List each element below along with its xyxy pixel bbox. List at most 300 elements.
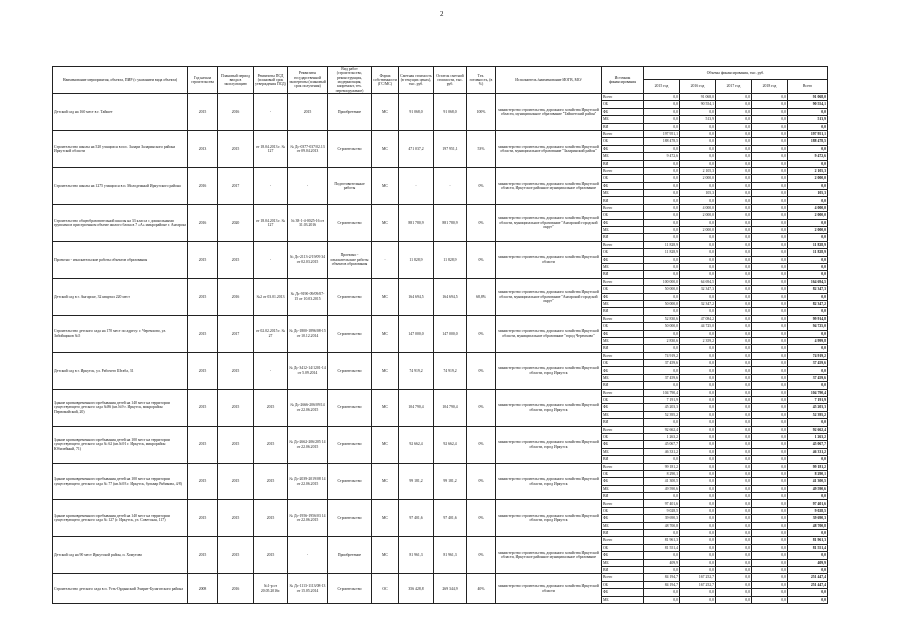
funding-value: 0,0 (752, 249, 788, 256)
expertise-details: № 38-1-4-0025-16 от 31.03.2016 (288, 204, 328, 241)
funding-source: МБ (602, 448, 644, 455)
funding-value: 409,9 (644, 559, 680, 566)
funding-total: 9 472,6 (788, 153, 828, 160)
remaining-cost: 81 961,3 (434, 537, 467, 574)
funding-total: 11 828,9 (788, 249, 828, 256)
psd-details: - (254, 352, 288, 389)
funding-value: 0,0 (680, 552, 716, 559)
funding-total: 0,0 (788, 160, 828, 167)
funding-value: 0,0 (752, 153, 788, 160)
funding-value: 0,0 (716, 448, 752, 455)
funding-value: 0,0 (680, 559, 716, 566)
funding-source: ФБ (602, 182, 644, 189)
funding-value: 2 359,2 (680, 337, 716, 344)
funding-value: 37 459,6 (644, 374, 680, 381)
funding-value: 0,0 (680, 493, 716, 500)
funding-value: 0,0 (680, 397, 716, 404)
funding-value: 167 252,7 (680, 581, 716, 588)
psd-details: 2015 (254, 426, 288, 463)
funding-value: 0,0 (752, 522, 788, 529)
funding-value: 0,0 (752, 389, 788, 396)
funding-value: 0,0 (644, 330, 680, 337)
expertise-details: 2015 (288, 94, 328, 131)
readiness: 0% (467, 241, 496, 278)
funding-value: 0,0 (752, 404, 788, 411)
funding-value: 0,0 (752, 116, 788, 123)
funding-value: 0,0 (644, 367, 680, 374)
executor: министерство строительства, дорожного хозяйства Иркутской области, муниципальное образование "Ангарский городской округ" (496, 278, 602, 315)
funding-source: ВИ (602, 197, 644, 204)
funding-total: 8 290,1 (788, 470, 828, 477)
funding-value: 0,0 (680, 249, 716, 256)
header-2017: 2017 год (716, 79, 752, 93)
funding-value: 0,0 (716, 426, 752, 433)
funding-value: 39 690,3 (644, 515, 680, 522)
readiness: 0% (467, 204, 496, 241)
funding-source: ВИ (602, 530, 644, 537)
work-type: Строительство (328, 426, 372, 463)
ownership: МС (372, 426, 399, 463)
funding-source: ФБ (602, 552, 644, 559)
start-year: 2015 (188, 94, 218, 131)
funding-source: ОБ (602, 101, 644, 108)
funding-total: 2 000,0 (788, 175, 828, 182)
table-row (53, 574, 828, 581)
funding-value: 0,0 (644, 160, 680, 167)
funding-value: 0,0 (644, 123, 680, 130)
funding-value: 0,0 (752, 360, 788, 367)
executor: министерство строительства, дорожного хозяйства Иркутской области, город Иркутск (496, 500, 602, 537)
funding-total: 0,0 (788, 493, 828, 500)
remaining-cost: 147 000,0 (434, 315, 467, 352)
funding-total: 82 347,2 (788, 300, 828, 307)
estimate-cost: 471 037,2 (399, 130, 434, 167)
funding-value: 0,0 (716, 589, 752, 596)
funding-source: Всего (602, 167, 644, 174)
funding-source: МБ (602, 374, 644, 381)
funding-value: 0,0 (716, 108, 752, 115)
funding-value: 0,0 (716, 323, 752, 330)
funding-total: 2 105,3 (788, 167, 828, 174)
funding-total: 0,0 (788, 234, 828, 241)
funding-value: 0,0 (716, 404, 752, 411)
readiness: 0% (467, 537, 496, 574)
funding-value: 0,0 (752, 263, 788, 270)
funding-value: 0,0 (752, 433, 788, 440)
funding-value: 1 263,2 (644, 433, 680, 440)
funding-value: 9 028,5 (644, 507, 680, 514)
header-expertise: Реквизиты государственной экспертизы (плановый срок получения) (288, 67, 328, 94)
table-row (53, 315, 828, 322)
funding-source: ОБ (602, 212, 644, 219)
funding-value: 0,0 (716, 190, 752, 197)
funding-value: 90 554,1 (680, 101, 716, 108)
funding-value: 0,0 (716, 581, 752, 588)
readiness: 53% (467, 130, 496, 167)
funding-total: 48 700,8 (788, 522, 828, 529)
period: 2016 (218, 574, 254, 604)
funding-value: 0,0 (680, 596, 716, 603)
start-year: 2015 (188, 278, 218, 315)
funding-value: 0,0 (752, 515, 788, 522)
funding-total: 0,0 (788, 256, 828, 263)
funding-value: 0,0 (752, 574, 788, 581)
funding-value: 0,0 (680, 485, 716, 492)
table-row (53, 352, 828, 359)
readiness: 40% (467, 574, 496, 604)
funding-value: 0,0 (752, 108, 788, 115)
funding-value: 0,0 (716, 537, 752, 544)
table-row (53, 94, 828, 101)
funding-value: 41 300,5 (644, 478, 680, 485)
funding-total: 1 263,2 (788, 433, 828, 440)
funding-value: 0,0 (716, 234, 752, 241)
funding-source: ОБ (602, 507, 644, 514)
funding-value: 0,0 (680, 382, 716, 389)
funding-value: 0,0 (752, 130, 788, 137)
funding-value: 2 000,0 (680, 175, 716, 182)
remaining-cost: 269 344,9 (434, 574, 467, 604)
estimate-cost: 104 790,4 (399, 389, 434, 426)
funding-value: 84 194,7 (644, 581, 680, 588)
funding-value: 0,0 (680, 478, 716, 485)
funding-value: 4 000,0 (680, 204, 716, 211)
funding-total: 0,0 (788, 419, 828, 426)
funding-source: ОБ (602, 544, 644, 551)
executor: министерство строительства, дорожного хозяйства Иркутской области (496, 574, 602, 604)
psd-details: 2015 (254, 537, 288, 574)
funding-source: ВИ (602, 271, 644, 278)
ownership: МС (372, 500, 399, 537)
ownership: МС (372, 204, 399, 241)
funding-source: ОБ (602, 470, 644, 477)
funding-source: ВИ (602, 160, 644, 167)
funding-value: 0,0 (752, 530, 788, 537)
funding-total: 74 919,2 (788, 352, 828, 359)
funding-value: 0,0 (716, 485, 752, 492)
funding-source: ФБ (602, 478, 644, 485)
funding-value: 0,0 (752, 286, 788, 293)
remaining-cost: 92 662,4 (434, 426, 467, 463)
funding-value: 0,0 (716, 315, 752, 322)
funding-value: 0,0 (716, 123, 752, 130)
funding-total: 91 068,0 (788, 94, 828, 101)
funding-value: 0,0 (716, 227, 752, 234)
ownership: МС (372, 94, 399, 131)
period: 2015 (218, 130, 254, 167)
table-row (53, 241, 828, 248)
object-name: Детский сад на 90 мест Иркутской район, п. Хомутово (53, 537, 188, 574)
funding-total: 0,0 (788, 456, 828, 463)
funding-value: 0,0 (680, 271, 716, 278)
expertise-details: № Дс-1113-1113/08-13 от 15.05.2014 (288, 574, 328, 604)
funding-source: ВИ (602, 382, 644, 389)
funding-value: 0,0 (680, 404, 716, 411)
readiness: 68,8% (467, 278, 496, 315)
estimate-cost: 11 828,9 (399, 241, 434, 278)
funding-total: 37 459,6 (788, 374, 828, 381)
funding-total: 0,0 (788, 589, 828, 596)
funding-value: 0,0 (680, 293, 716, 300)
funding-total: 0,0 (788, 330, 828, 337)
start-year: 2015 (188, 426, 218, 463)
funding-value: 0,0 (716, 515, 752, 522)
funding-value: 47 084,2 (680, 315, 716, 322)
funding-total: 4 000,0 (788, 204, 828, 211)
funding-value: 0,0 (680, 530, 716, 537)
object-name: Строительство школы на 1275 учащихся в п. Молодежный Иркутского района (53, 167, 188, 204)
funding-total: 0,0 (788, 182, 828, 189)
readiness: 100% (467, 94, 496, 131)
funding-total: 4 999,8 (788, 337, 828, 344)
funding-source: МБ (602, 485, 644, 492)
start-year: 2015 (188, 463, 218, 500)
funding-value: 0,0 (680, 234, 716, 241)
work-type: Приобретение (328, 94, 372, 131)
funding-value: 0,0 (752, 212, 788, 219)
funding-value: 0,0 (644, 530, 680, 537)
funding-value: 0,0 (716, 130, 752, 137)
funding-value: 0,0 (716, 271, 752, 278)
psd-details: от 18.04.2013 г. № 127 (254, 130, 288, 167)
header-start-year: Год начала строительства (188, 67, 218, 94)
funding-value: 0,0 (716, 286, 752, 293)
funding-total: 0,0 (788, 197, 828, 204)
executor: министерство строительства, дорожного хозяйства Иркутской области, город Иркутск (496, 389, 602, 426)
funding-value: 0,0 (752, 145, 788, 152)
funding-value: 0,0 (752, 308, 788, 315)
funding-total: 52 395,2 (788, 411, 828, 418)
funding-value: 0,0 (752, 345, 788, 352)
expertise-details: № Дс-1956-1956/03 14 от 22.06.2015 (288, 500, 328, 537)
funding-value: 0,0 (680, 241, 716, 248)
remaining-cost: 74 919,2 (434, 352, 467, 389)
work-type: Строительство (328, 500, 372, 537)
funding-total: 0,0 (788, 382, 828, 389)
funding-value: 0,0 (716, 493, 752, 500)
funding-value: 0,0 (752, 293, 788, 300)
funding-value: 0,0 (752, 441, 788, 448)
funding-value: 0,0 (716, 212, 752, 219)
funding-source: ОБ (602, 360, 644, 367)
object-name: Проектно - изыскательские работы объектов образования (53, 241, 188, 278)
table-row (53, 204, 828, 211)
psd-details: - (254, 94, 288, 131)
estimate-cost: 97 401,6 (399, 500, 434, 537)
funding-value: 0,0 (644, 101, 680, 108)
funding-value: 0,0 (752, 138, 788, 145)
estimate-cost: 164 694,5 (399, 278, 434, 315)
header-period: Плановый период ввода в эксплуатацию (218, 67, 254, 94)
work-type: Строительство (328, 315, 372, 352)
funding-value: 0,0 (752, 596, 788, 603)
estimate-cost: 81 961,3 (399, 537, 434, 574)
remaining-cost: 104 790,4 (434, 389, 467, 426)
table-row (53, 500, 828, 507)
funding-value: 197 951,1 (644, 130, 680, 137)
object-name: Строительство детского сада на 170 мест по адресу: г. Черемхово, ул. Забойщиков №5 (53, 315, 188, 352)
funding-source: МБ (602, 559, 644, 566)
period: 2015 (218, 537, 254, 574)
funding-value: 0,0 (752, 94, 788, 101)
executor: министерство строительства, дорожного хозяйства Иркутской области, муниципальное образование "Ангарский городской округ" (496, 204, 602, 241)
funding-value: 100 000,0 (644, 278, 680, 285)
period: 2015 (218, 463, 254, 500)
funding-value: 0,0 (680, 130, 716, 137)
funding-source: ОБ (602, 138, 644, 145)
funding-value: 0,0 (752, 470, 788, 477)
funding-total: 7 191,9 (788, 397, 828, 404)
page-number: 2 (440, 10, 444, 18)
funding-source: ОБ (602, 433, 644, 440)
start-year: 2015 (188, 241, 218, 278)
estimate-cost: 147 000,0 (399, 315, 434, 352)
funding-value: 0,0 (716, 145, 752, 152)
funding-total: 99 914,8 (788, 315, 828, 322)
funding-value: 0,0 (680, 256, 716, 263)
funding-total: 45 203,3 (788, 404, 828, 411)
funding-source: ФБ (602, 330, 644, 337)
executor: министерство строительства, дорожного хозяйства Иркутской области, муниципальное образование "Тайшетский район" (496, 94, 602, 131)
funding-value: 0,0 (716, 352, 752, 359)
funding-value: 0,0 (644, 589, 680, 596)
funding-total: 0,0 (788, 530, 828, 537)
ownership: МС (372, 389, 399, 426)
funding-source: Всего (602, 130, 644, 137)
funding-value: 0,0 (716, 337, 752, 344)
executor: министерство строительства, дорожного хозяйства Иркутской области, муниципальное образование "Заларинский район" (496, 130, 602, 167)
funding-source: ФБ (602, 515, 644, 522)
funding-value: 0,0 (644, 308, 680, 315)
funding-total: 49 590,6 (788, 485, 828, 492)
funding-table (52, 66, 828, 604)
funding-value: 0,0 (644, 382, 680, 389)
funding-value: 44 725,0 (680, 323, 716, 330)
funding-value: 0,0 (716, 249, 752, 256)
funding-total: 251 447,4 (788, 581, 828, 588)
funding-value: 0,0 (644, 419, 680, 426)
funding-value: 0,0 (752, 581, 788, 588)
funding-value: 0,0 (680, 374, 716, 381)
funding-value: 0,0 (716, 397, 752, 404)
funding-source: МБ (602, 116, 644, 123)
funding-value: 0,0 (716, 308, 752, 315)
readiness: 0% (467, 463, 496, 500)
funding-source: ОБ (602, 249, 644, 256)
header-2016: 2016 год (680, 79, 716, 93)
readiness: 0% (467, 500, 496, 537)
funding-value: 0,0 (680, 426, 716, 433)
funding-value: 0,0 (680, 360, 716, 367)
funding-total: 94 725,0 (788, 323, 828, 330)
funding-value: 0,0 (752, 101, 788, 108)
expertise-details: - (288, 537, 328, 574)
funding-value: 92 662,4 (644, 426, 680, 433)
period: 2017 (218, 167, 254, 204)
period: 2016 (218, 278, 254, 315)
executor: министерство строительства, дорожного хозяйства Иркутской области, город Иркутск (496, 426, 602, 463)
expertise-details: - (288, 167, 328, 204)
funding-value: 0,0 (716, 300, 752, 307)
funding-value: 0,0 (680, 263, 716, 270)
header-total: Всего (788, 79, 828, 93)
remaining-cost: 881 780,9 (434, 204, 467, 241)
funding-value: 0,0 (716, 470, 752, 477)
funding-value: 0,0 (752, 493, 788, 500)
ownership: МС (372, 352, 399, 389)
funding-total: 0,0 (788, 308, 828, 315)
table-row (53, 463, 828, 470)
period: 2020 (218, 204, 254, 241)
funding-total: 92 662,4 (788, 426, 828, 433)
funding-total: 0,0 (788, 567, 828, 574)
funding-value: 84 194,7 (644, 574, 680, 581)
funding-value: 0,0 (752, 337, 788, 344)
funding-source: ВИ (602, 456, 644, 463)
funding-value: 0,0 (752, 300, 788, 307)
ownership: МС (372, 278, 399, 315)
funding-value: 0,0 (752, 478, 788, 485)
executor: министерство строительства, дорожного хозяйства Иркутской области, Иркутское районное муниципальное образование (496, 167, 602, 204)
executor: министерство строительства, дорожного хозяйства Иркутской области, Иркутское районное муниципальное образование (496, 537, 602, 574)
funding-total: 90 554,1 (788, 101, 828, 108)
work-type: Подготовительные работы (328, 167, 372, 204)
funding-value: 0,0 (716, 256, 752, 263)
funding-value: 0,0 (680, 456, 716, 463)
funding-total: 0,0 (788, 345, 828, 352)
header-name: Наименование мероприятия, объекта, ПИР (с указанием вида объекта) (53, 67, 188, 94)
funding-value: 32 347,2 (680, 300, 716, 307)
funding-source: МБ (602, 596, 644, 603)
funding-value: 0,0 (716, 241, 752, 248)
funding-value: 0,0 (752, 507, 788, 514)
funding-value: 0,0 (716, 507, 752, 514)
funding-value: 11 828,9 (644, 241, 680, 248)
funding-value: 0,0 (716, 433, 752, 440)
funding-value: 0,0 (716, 116, 752, 123)
funding-source: Всего (602, 500, 644, 507)
funding-value: 0,0 (644, 212, 680, 219)
funding-value: 0,0 (752, 219, 788, 226)
psd-details: - (254, 241, 288, 278)
funding-value: 0,0 (752, 234, 788, 241)
funding-source: ОБ (602, 286, 644, 293)
funding-value: 0,0 (752, 352, 788, 359)
remaining-cost: 97 401,6 (434, 500, 467, 537)
funding-value: 0,0 (752, 367, 788, 374)
expertise-details: № Дс-2113-2/19/09 34 от 02.03.2015 (288, 241, 328, 278)
table-row (53, 278, 828, 285)
object-name: Здание кратковременного пребывания детей на 100 мест на территории существующего детского сада № 62 (кв.№91 г. Иркутск, микрорайон Юбилейный, 71) (53, 426, 188, 463)
funding-value: 0,0 (752, 241, 788, 248)
estimate-cost: - (399, 167, 434, 204)
funding-value: 0,0 (644, 293, 680, 300)
funding-value: 0,0 (752, 160, 788, 167)
funding-value: 513,9 (680, 116, 716, 123)
funding-value: 0,0 (680, 507, 716, 514)
header-psd: Реквизиты ПСД (плановый срок утверждения ПСД) (254, 67, 288, 94)
header-source: Источник финансирования (602, 67, 644, 94)
funding-value: 0,0 (716, 138, 752, 145)
funding-value: 48 700,8 (644, 522, 680, 529)
funding-value: 0,0 (752, 589, 788, 596)
funding-value: 0,0 (680, 182, 716, 189)
work-type: Строительство (328, 204, 372, 241)
expertise-details: № Дс-2662-206/205 14 от 22.06.2015 (288, 426, 328, 463)
funding-value: 81 961,3 (644, 537, 680, 544)
funding-value: 0,0 (716, 101, 752, 108)
funding-value: 0,0 (644, 227, 680, 234)
